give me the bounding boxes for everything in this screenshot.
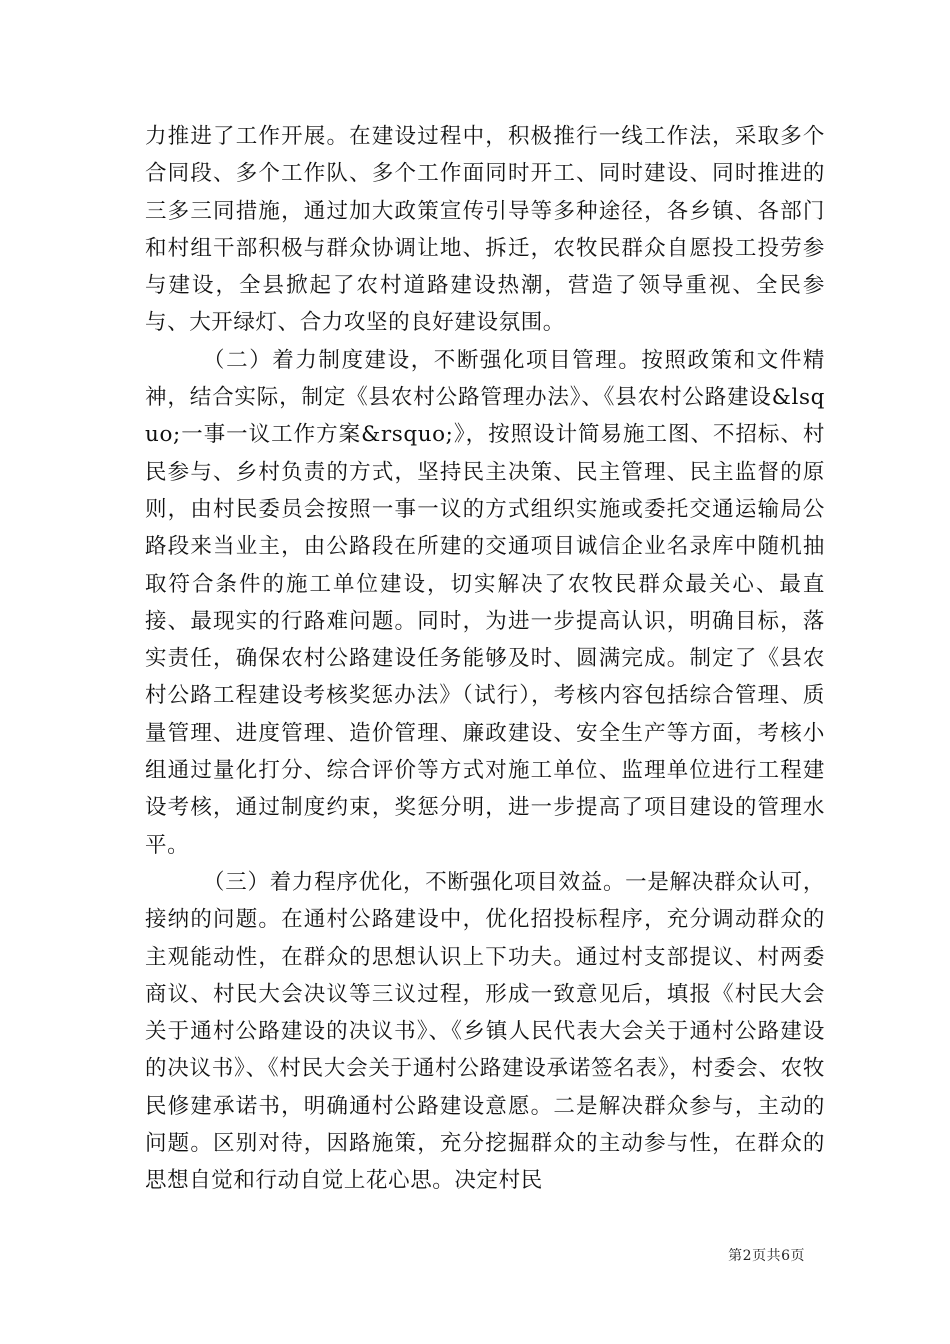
page-number: 第2页共6页 — [728, 1248, 805, 1264]
paragraph-3: （三）着力程序优化，不断强化项目效益。一是解决群众认可，接纳的问题。在通村公路建设中，优化招投标程序，充分调动群众的主观能动性，在群众的思想认识上下功夫。通过村支部提议、村两委商议、村民大会决议等三议过程，形成一致意见后，填报《村民大会关于通村公路建设的决议书》、《乡镇人民代表大会关于通村公路建设的决议书》、《村民大会关于通村公路建设承诺签名表》，村委会、农牧民修建承诺书，明确通村公路建设意愿。二是解决群众参与，主动的问题。区别对待，因路施策，充分挖掘群众的主动参与性，在群众的思想自觉和行动自觉上花心思。决定村民 — [145, 869, 825, 1194]
paragraph-2: （二）着力制度建设，不断强化项目管理。按照政策和文件精神，结合实际，制定《县农村公路管理办法》、《县农村公路建设&lsquo;一事一议工作方案&rsquo;》，按照设计简易施工图、不招标、村民参与、乡村负责的方式，坚持民主决策、民主管理、民主监督的原则，由村民委员会按照一事一议的方式组织实施或委托交通运输局公路段来当业主，由公路段在所建的交通项目诚信企业名录库中随机抽取符合条件的施工单位建设，切实解决了农牧民群众最关心、最直接、最现实的行路难问题。同时，为进一步提高认识，明确目标，落实责任，确保农村公路建设任务能够及时、圆满完成。制定了《县农村公路工程建设考核奖惩办法》（试行），考核内容包括综合管理、质量管理、进度管理、造价管理、廉政建设、安全生产等方面，考核小组通过量化打分、综合评价等方式对施工单位、监理单位进行工程建设考核，通过制度约束，奖惩分明，进一步提高了项目建设的管理水平。 — [145, 347, 825, 858]
document-body — [145, 118, 825, 1200]
paragraph-1: 力推进了工作开展。在建设过程中，积极推行一线工作法，采取多个合同段、多个工作队、多个工作面同时开工、同时建设、同时推进的三多三同措施，通过加大政策宣传引导等多种途径，各乡镇、各部门和村组干部积极与群众协调让地、拆迁，农牧民群众自愿投工投劳参与建设，全县掀起了农村道路建设热潮，营造了领导重视、全民参与、大开绿灯、合力攻坚的良好建设氛围。 — [145, 124, 825, 336]
